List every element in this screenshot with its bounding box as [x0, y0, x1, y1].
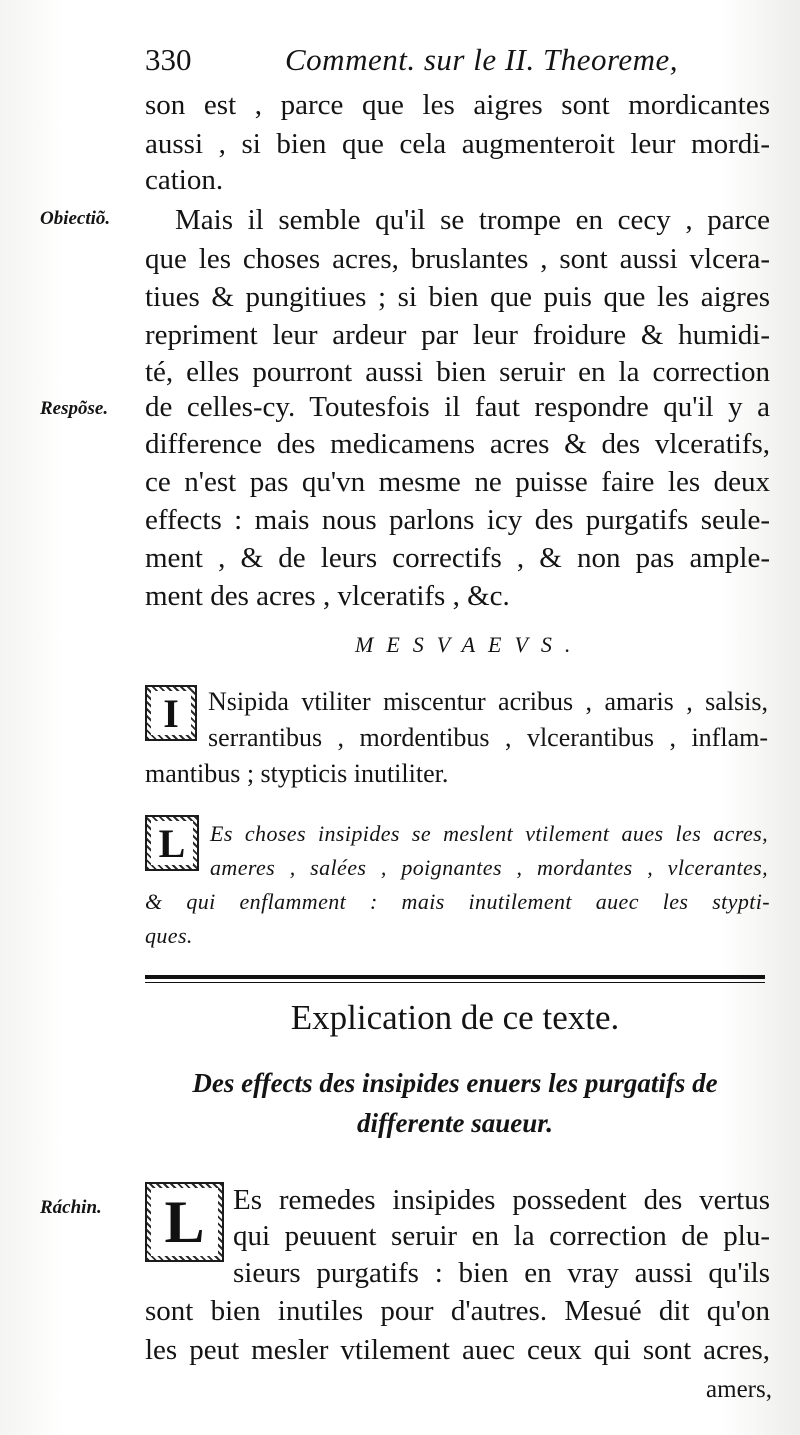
french-line: ameres , salées , poignantes , mordantes , vlcerantes,: [210, 855, 768, 880]
text-line: ment des acres , vlceratifs , &c.: [145, 580, 510, 612]
margin-note-rachin: Ráchin.: [40, 1197, 102, 1218]
french-line: ques.: [145, 923, 193, 948]
text-line: ce n'est pas qu'vn mesme ne puisse faire les deux: [145, 466, 770, 498]
running-title: Comment. sur le II. Theoreme,: [285, 42, 679, 77]
margin-note-response: Respõse.: [40, 398, 109, 419]
text-line: tiues & pungitiues ; si bien que puis que les aigres: [145, 281, 770, 313]
explication-heading: Explication de ce texte.: [290, 998, 620, 1037]
text-line: effects : mais nous parlons icy des purgatifs seule-: [145, 504, 770, 536]
text-line: Es remedes insipides possedent des vertus: [233, 1184, 770, 1216]
catchword: amers,: [706, 1376, 772, 1403]
drop-cap-explication: [145, 1182, 224, 1262]
drop-cap-letter: L: [151, 821, 193, 865]
text-line: aussi , si bien que cela augmenteroit leur mordi-: [145, 128, 770, 160]
page-number: 330: [145, 42, 192, 77]
text-line: Mais il semble qu'il se trompe en cecy , parce: [175, 204, 770, 236]
latin-line: Nsipida vtiliter miscentur acribus , amaris , salsis,: [208, 687, 768, 716]
section-author-name: MESVAEVS.: [355, 632, 584, 657]
french-line: & qui enflamment : mais inutilement auec les stypti-: [145, 889, 770, 914]
text-line: sont bien inutiles pour d'autres. Mesué dit qu'on: [145, 1295, 770, 1327]
latin-line: mantibus ; stypticis inutiliter.: [145, 759, 449, 788]
margin-note-objection: Obiectiõ.: [40, 208, 111, 229]
drop-cap-letter: I: [151, 691, 191, 735]
explication-subheading: Des effects des insipides enuers les purgatifs de: [192, 1068, 718, 1098]
text-line: sieurs purgatifs : bien en vray aussi qu'ils: [233, 1257, 770, 1289]
drop-cap-french: [145, 815, 199, 871]
text-line: qui peuuent seruir en la correction de plu-: [233, 1220, 770, 1252]
text-line: de celles-cy. Toutesfois il faut respondre qu'il y a: [145, 391, 770, 423]
text-line: les peut mesler vtilement auec ceux qui sont acres,: [145, 1334, 770, 1366]
text-line: repriment leur ardeur par leur froidure & humidi-: [145, 319, 770, 351]
text-line: que les choses acres, bruslantes , sont aussi vlcera-: [145, 243, 770, 275]
drop-cap-letter: L: [151, 1188, 218, 1256]
drop-cap-latin: [145, 685, 197, 741]
explication-subheading: differente saueur.: [356, 1108, 553, 1138]
latin-line: serrantibus , mordentibus , vlcerantibus , inflam-: [208, 723, 768, 752]
section-rule-thick: [145, 975, 765, 979]
text-line: son est , parce que les aigres sont mordicantes: [145, 89, 770, 121]
text-line: té, elles pourront aussi bien seruir en la correction: [145, 356, 770, 388]
french-line: Es choses insipides se meslent vtilement aues les acres,: [210, 821, 768, 846]
text-line: difference des medicamens acres & des vlceratifs,: [145, 428, 770, 460]
text-line: ment , & de leurs correctifs , & non pas ample-: [145, 542, 770, 574]
text-line: cation.: [145, 164, 224, 196]
section-rule-thin: [145, 982, 765, 983]
